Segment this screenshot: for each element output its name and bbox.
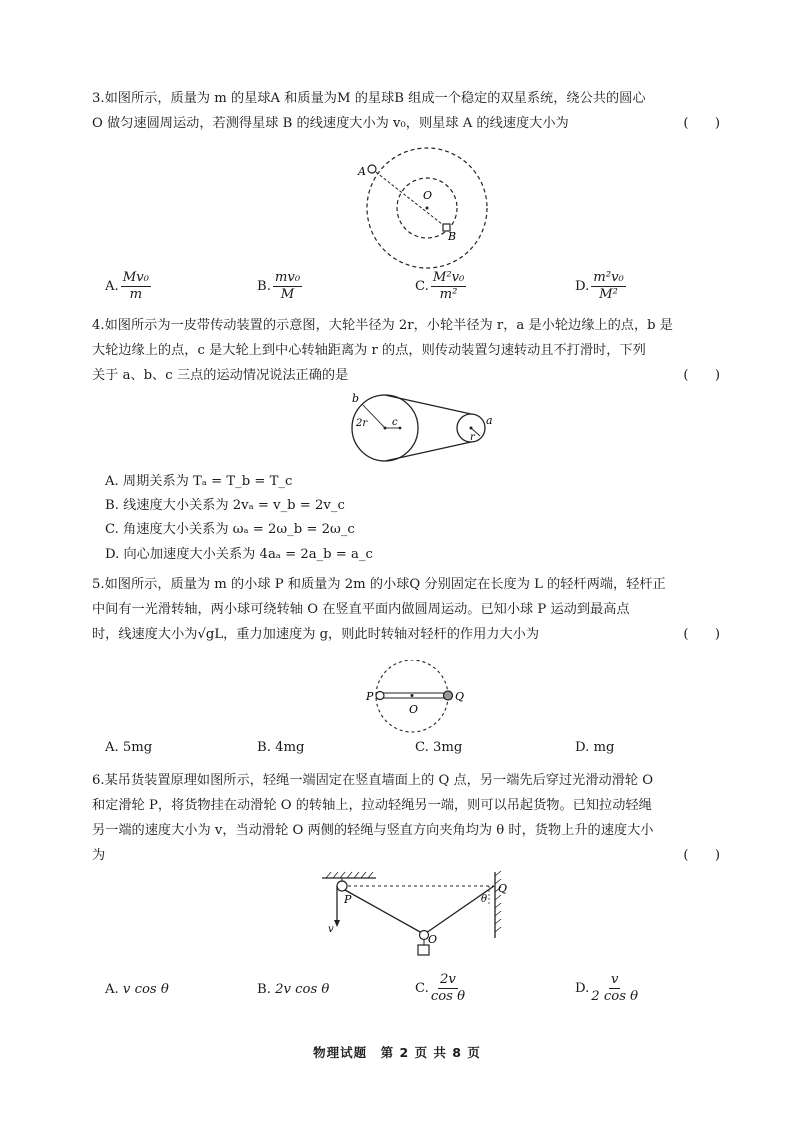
q6-label-theta: θ [481,894,488,905]
q6-label-o: O [428,933,438,946]
q6-line-3: 另一端的速度大小为 v，当动滑轮 O 两侧的轻绳与竖直方向夹角均为 θ 时，货物上升的速度大小 [92,823,654,838]
q6-label-q: Q [498,882,508,895]
q5-line-1: 5.如图所示，质量为 m 的小球 P 和质量为 2m 的小球Q 分别固定在长度为 L 的轻杆两端，轻杆正 [92,577,666,592]
q5-label-q: Q [455,690,465,703]
q6-option-b: B. 2v cos θ [257,982,330,997]
q4-figure-belt-drive [340,390,500,470]
q5-options [105,740,725,762]
q6-option-a: A. v cos θ [105,982,169,997]
q4-answer-paren: ( ) [683,368,720,383]
q3-option-b: B. $\frac{\text{mv₀}}{M}$ [257,270,301,302]
q6-option-c: C. $\frac{2v}{\text{cos θ}}$ [415,972,466,1004]
q3-center-o [426,207,429,210]
q6-fixed-pulley-p [337,881,347,891]
q6-figure-pulley [318,866,518,966]
q4-option-c: C. 角速度大小关系为 ωₐ = 2ω_b = 2ω_c [105,522,355,537]
q3-label-o: O [423,189,433,202]
q5-line-3: 时，线速度大小为√gL，重力加速度为 g，则此时转轴对轻杆的作用力大小为 ( ) [92,622,732,647]
q3-option-d: D. $\frac{\text{m²v₀}}{\text{M²}}$ [575,270,624,302]
q5-option-c: C. 3mg [415,740,463,755]
q4-label-b: b [352,392,360,405]
q6-label-v: v [328,924,334,935]
q5-figure-rod [360,660,470,735]
q6-answer-paren: ( ) [683,848,720,863]
q6-options [105,972,725,1014]
q6-velocity-arrow [334,920,340,927]
q6-line-2: 和定滑轮 P，将货物挂在动滑轮 O 的转轴上，拉动轻绳另一端，则可以吊起货物。已知拉动轻绳 [92,798,652,813]
q4-option-d: D. 向心加速度大小关系为 4aₐ = 2a_b = a_c [105,547,373,562]
q5-answer-paren: ( ) [683,627,720,642]
q6-cargo [418,945,429,955]
q4-line-1: 4.如图所示为一皮带传动装置的示意图，大轮半径为 2r，小轮半径为 r，a 是小轮边缘上的点，b 是 [92,318,673,333]
q4-point-c [399,427,402,430]
q5-axis-o [411,694,414,697]
q5-line-2: 中间有一光滑转轴，两小球可绕转轴 O 在竖直平面内做圆周运动。已知小球 P 运动到最高点 [92,602,630,617]
q5-option-b: B. 4mg [257,740,305,755]
q3-option-a: A. $\frac{\text{Mv₀}}{m}$ [105,270,149,302]
q5-option-a: A. 5mg [105,740,153,755]
q4-belt-bottom [385,442,471,461]
q6-line-4: 为 ( ) [92,843,732,868]
q6-option-d: D. $\frac{v}{\text{2 cos θ}}$ [575,972,639,1004]
q4-belt-top [385,395,471,414]
q4-option-a: A. 周期关系为 Tₐ = T_b = T_c [105,474,293,489]
q3-star-a [368,165,376,173]
question-4 [92,313,732,388]
q3-connecting-line [372,169,447,228]
q6-label-p: P [344,893,352,906]
q4-label-r: r [470,432,475,443]
question-6 [92,768,732,868]
page-footer: 物理试题 第 2 页 共 8 页 [313,1045,481,1060]
q3-label-a: A [358,165,366,178]
q3-option-c: C. $\frac{\text{M²v₀}}{\text{m²}}$ [415,270,465,302]
q5-option-d: D. mg [575,740,615,755]
q5-ball-p [376,692,384,700]
q6-line-1: 6.某吊货装置原理如图所示，轻绳一端固定在竖直墙面上的 Q 点，另一端先后穿过光滑动滑轮 O [92,773,654,788]
q4-line-2: 大轮边缘上的点，c 是大轮上到中心转轴距离为 r 的点，则传动装置匀速转动且不打滑时，下列 [92,343,646,358]
q4-label-c: c [392,417,398,428]
q5-ball-q [444,691,453,700]
q4-label-2r: 2r [356,418,368,429]
q4-label-a: a [486,414,493,427]
q4-option-b: B. 线速度大小关系为 2vₐ = v_b = 2v_c [105,498,345,513]
q3-figure-binary-star [355,146,500,276]
q3-answer-paren: ( ) [683,116,720,131]
q4-line-3: 关于 a、b、c 三点的运动情况说法正确的是 ( ) [92,363,732,388]
question-5 [92,572,732,647]
q3-line-2: O 做匀速圆周运动，若测得星球 B 的线速度大小为 v₀，则星球 A 的线速度大小为 ( ) [92,111,732,136]
q5-label-p: P [366,690,374,703]
q3-line-1: 3.如图所示，质量为 m 的星球A 和质量为M 的星球B 组成一个稳定的双星系统，绕公共的圆心 [92,91,646,106]
q3-label-b: B [448,230,457,243]
q3-options [105,270,725,306]
q5-label-o: O [409,703,419,716]
question-3 [92,86,732,136]
q6-rope-left [345,890,422,933]
